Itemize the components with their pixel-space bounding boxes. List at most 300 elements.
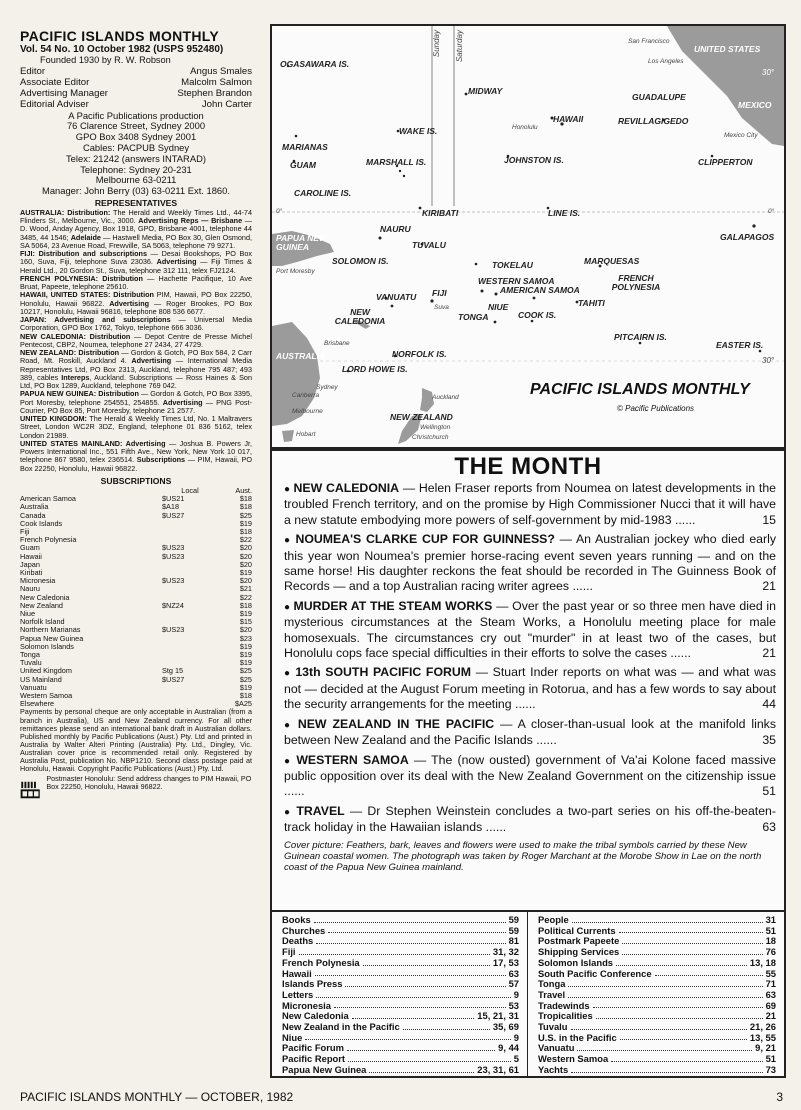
subscription-row <box>20 561 252 569</box>
index-topic: Fiji <box>282 946 296 958</box>
rep-text2: — PNG Post-Courier, PO Box 85, Port Moresby, telephone 21 2577. <box>20 397 252 415</box>
index-pages: 18 <box>765 935 776 947</box>
index-pages: 15, 21, 31 <box>477 1010 519 1022</box>
index-topic: Islands Press <box>282 978 343 990</box>
map-label: Melbourne <box>292 408 323 415</box>
dot-leader: ...... <box>532 733 557 748</box>
map-label: Suva <box>434 304 449 311</box>
sub-aust: $A25 <box>234 699 252 709</box>
rep-text2: — PIM, Hawaii, PO Box 22250, Honolulu, Hawaii 96822. <box>20 455 252 473</box>
bullet-icon: ● <box>284 755 297 767</box>
index-pages: 31 <box>765 914 776 925</box>
map-label: 0° <box>276 208 283 215</box>
story-page: 35 <box>762 733 776 748</box>
sub-country: Australia <box>20 502 49 512</box>
map-label: Brisbane <box>324 340 350 347</box>
rep-head: JAPAN: Advertising and subscriptions <box>20 315 171 325</box>
index-row <box>538 979 776 990</box>
map-label: TUVALU <box>412 240 446 250</box>
index-topic: South Pacific Conference <box>538 967 652 979</box>
dot-leader <box>315 969 506 977</box>
subscription-row <box>20 643 252 651</box>
index-pages: 73 <box>765 1063 776 1075</box>
rep-text: — Gordon & Gotch, PO Box 3395, Port Moresby, telephone 254551, 254855. <box>20 389 252 407</box>
story-headline: TRAVEL <box>296 803 345 818</box>
index-topic: Hawaii <box>282 967 312 979</box>
story-headline: NEW CALEDONIA <box>293 481 400 495</box>
sub-aust: $20 <box>239 551 252 561</box>
map-label: AUSTRALIA <box>276 351 326 361</box>
rep-text: The Herald and Weekly Times Ltd., 44-74 Flinders St., Melbourne, Vic., 3000. <box>20 207 253 226</box>
dot-leader <box>571 1065 762 1073</box>
index-pages: 21, 26 <box>749 1021 776 1033</box>
story-item <box>284 599 776 662</box>
sub-country: Kiribati <box>20 568 43 577</box>
index-pages: 55 <box>765 967 776 979</box>
sub-local <box>162 651 218 659</box>
sub-aust: $20 <box>239 559 252 569</box>
subscription-row <box>20 536 252 544</box>
story-item <box>284 532 776 595</box>
story-page: 21 <box>762 579 776 594</box>
story-item <box>284 804 776 836</box>
map-label: NORFOLK IS. <box>392 349 447 359</box>
map-label: 0° <box>768 208 775 215</box>
map-label: EASTER IS. <box>716 340 764 350</box>
sub-aust: $19 <box>239 658 252 668</box>
sub-aust: $20 <box>239 576 252 586</box>
story-headline: MURDER AT THE STEAM WORKS <box>293 598 493 613</box>
map-label: NEW ZEALAND <box>390 412 453 422</box>
map-label: Wellington <box>420 424 451 431</box>
story-item <box>284 717 776 749</box>
representative-entry <box>20 415 252 440</box>
dot-leader: ...... <box>671 512 696 527</box>
index-pages: 71 <box>765 978 776 990</box>
rep-head2: Advertising Reps — Brisbane <box>138 216 243 226</box>
rep-text: — Joshua B. Powers Jr, Powers International Inc., 551 Fifth Ave., New York, New York 10 017, telephone 867 9580, telex 236514. <box>20 438 252 465</box>
index-pages: 17, 53 <box>492 956 519 968</box>
index-pages: 9, 44 <box>498 1042 519 1054</box>
staff-row <box>20 77 252 88</box>
rep-head: NEW CALEDONIA: Distribution <box>20 331 131 341</box>
map-label: MIDWAY <box>468 86 503 96</box>
index-topic: U.S. in the Pacific <box>538 1031 617 1043</box>
dot-leader <box>572 915 763 923</box>
staff-name: Angus Smales <box>190 65 252 77</box>
map-label: Mexico City <box>724 132 758 139</box>
index-pages: 9 <box>513 1031 519 1043</box>
story-page: 44 <box>762 697 776 712</box>
story-headline: 13th SOUTH PACIFIC FORUM <box>295 665 472 680</box>
sub-aust: $19 <box>239 518 252 528</box>
index-pages: 9, 21 <box>755 1042 776 1054</box>
dot-leader <box>577 1043 752 1051</box>
rep-text: — Hachette Pacifique, 10 Ave Bruat, Papeete, telephone 25610. <box>20 273 252 292</box>
address-line: Manager: John Berry (03) 63-0211 Ext. 1860. <box>42 185 230 197</box>
index-left-column <box>272 912 528 1076</box>
dot-leader <box>620 1033 747 1041</box>
index-topic: People <box>538 914 569 925</box>
representative-entry <box>20 333 252 350</box>
map-label: TOKELAU <box>492 260 533 270</box>
masthead-column <box>20 28 252 805</box>
payment-notes: Payments by personal cheque are only acceptable in Australian (from a branch in Australia), US and New Zealand currency. For all other remittances please send an international bank draft in Australian dollars. Published monthly by Pacific Publications (Aust.) Pty. Ltd and printed in Australia by Walter Alteri Printing (Australia) Pty. Ltd., Dingley, Vic. Australian cover price is recommended retail only. Registered by Australia Post, publication No. NBP1210. Second class postage paid at Honolulu, Hawaii. Copyright Pacific Publications (Aust.) Pty. Ltd. <box>20 707 252 774</box>
map-label: CAROLINE IS. <box>294 188 352 198</box>
subscriptions-table <box>20 487 252 708</box>
dot-leader <box>568 979 762 987</box>
sub-aust: $15 <box>239 617 252 627</box>
index-row <box>282 936 519 947</box>
map-label: NIUE <box>488 302 509 312</box>
index-pages: 31, 32 <box>492 946 519 958</box>
sub-aust: $25 <box>239 666 252 676</box>
rep-text: — Depot Centre de Presse Michel Pentecost, CBP2, Noumea, telephone 27 2434, 27 4729. <box>20 331 252 349</box>
index-pages: 63 <box>508 967 519 979</box>
story-item <box>284 753 776 800</box>
rep-head: UNITED STATES MAINLAND: Advertising <box>20 438 166 448</box>
rep-head3: Intereps <box>61 372 90 382</box>
sub-local <box>162 528 218 536</box>
sub-local <box>162 692 218 700</box>
map-label: HAWAII <box>553 114 584 124</box>
sub-country: American Samoa <box>20 494 76 504</box>
index-topic: Travel <box>538 988 566 1000</box>
sub-country: Micronesia <box>20 576 56 586</box>
map-label: TAHITI <box>578 298 605 308</box>
story-body: — Stuart Inder reports on what was — and what was not — decided at the August Forum meeting in Rotorua, and has a few words to say about the security arrangements for the meeting <box>284 665 776 712</box>
rep-text: — Universal Media Corporation, GPO Box 1762, Tokyo, telephone 666 3036. <box>20 315 252 333</box>
index-topic: Letters <box>282 988 314 1000</box>
map-label: JOHNSTON IS. <box>504 155 564 165</box>
story-page: 63 <box>762 820 776 835</box>
sub-local <box>162 610 218 618</box>
index-topic: Deaths <box>282 935 314 947</box>
dot-leader <box>316 990 511 998</box>
sub-country: Northern Marianas <box>20 625 81 635</box>
index-topic: Tuvalu <box>538 1021 568 1033</box>
index-row <box>282 1022 519 1033</box>
dot-leader <box>328 926 505 934</box>
subscription-row <box>20 676 252 684</box>
map-label: OGASAWARA IS. <box>280 59 350 69</box>
index-topic: New Caledonia <box>282 1010 349 1022</box>
address-line: Melbourne 63-0211 <box>95 174 177 186</box>
rep-text: The Herald & Weekly Times Ltd, No. 1 Maltravers Street, London WC2R 3DZ, England, telephone 01 836 5162, telex London 21989. <box>20 414 252 440</box>
sub-country: New Caledonia <box>20 592 70 602</box>
sub-country: Nauru <box>20 584 40 594</box>
sub-aust: $18 <box>239 526 252 536</box>
index-topic: Yachts <box>538 1063 569 1075</box>
staff-name: John Carter <box>201 98 252 110</box>
sub-aust: $19 <box>239 682 252 692</box>
sub-local: $US23 <box>162 551 185 561</box>
index-topic: Papua New Guinea <box>282 1063 367 1075</box>
subscription-row <box>20 495 252 503</box>
map-label: LORD HOWE IS. <box>342 364 408 374</box>
index-row <box>282 958 519 969</box>
story-body: — Dr Stephen Weinstein concludes a two-part series on his off-the-beaten-track holiday in the Hawaiian islands <box>284 803 776 835</box>
sub-country: United Kingdom <box>20 666 72 676</box>
dot-leader <box>305 1033 510 1041</box>
sub-country: French Polynesia <box>20 535 77 545</box>
dot-leader <box>619 926 763 934</box>
rep-text: PIM, Hawaii, PO Box 22250, Honolulu, Hawaii 96822. <box>20 290 252 308</box>
address-line: Telephone: Sydney 20-231 <box>80 163 192 175</box>
dot-leader <box>345 979 505 987</box>
sub-aust: $22 <box>239 592 252 602</box>
dot-leader <box>655 969 763 977</box>
staff-name: Stephen Brandon <box>177 87 252 99</box>
dot-leader <box>299 947 490 955</box>
dot-leader <box>369 1065 474 1073</box>
map-label: Saturday <box>455 30 464 63</box>
dot-leader <box>352 1011 475 1019</box>
representative-entry <box>20 390 252 415</box>
dot-leader <box>316 936 505 944</box>
index-pages: 57 <box>508 978 519 990</box>
sub-country: Hawaii <box>20 551 42 561</box>
index-pages: 23, 31, 61 <box>477 1063 519 1075</box>
col-local: Local <box>181 485 199 495</box>
dot-leader: ...... <box>667 646 691 661</box>
map-label: MARSHALL IS. <box>366 157 427 167</box>
rep-head2: Advertising <box>156 257 197 267</box>
sub-country: Cook Islands <box>20 518 63 528</box>
map-label: PITCAIRN IS. <box>614 332 667 342</box>
representative-entry <box>20 349 252 390</box>
rep-text3: — Hastwell Media, PO Box 30, Glen Osmond, SA 5064, 23 Avenue Road, Frewville, SA 5063, telephone 79 9271. <box>20 232 252 250</box>
map-label: KIRIBATI <box>422 208 459 218</box>
staff-row <box>20 66 252 77</box>
index-row <box>282 926 519 937</box>
rep-head2: Subscriptions <box>136 455 186 465</box>
map-label: FIJI <box>432 288 447 298</box>
sub-country: Guam <box>20 543 40 553</box>
the-month-title: THE MONTH <box>454 453 602 480</box>
sub-local: $US23 <box>162 543 185 553</box>
founded-line: Founded 1930 by R. W. Robson <box>40 55 171 65</box>
sub-aust: $18 <box>239 502 252 512</box>
representative-entry <box>20 291 252 316</box>
map-label: Christchurch <box>412 434 449 441</box>
subscription-row <box>20 503 252 511</box>
dot-leader <box>568 990 762 998</box>
sub-aust: $22 <box>239 535 252 545</box>
map-label: PAPUA NEW GUINEA <box>276 233 327 252</box>
rep-head: HAWAII, UNITED STATES: Distribution <box>20 290 154 300</box>
subscription-row <box>20 544 252 552</box>
subscriptions-heading: SUBSCRIPTIONS <box>100 475 172 486</box>
map-title: PACIFIC ISLANDS MONTHLY <box>530 381 750 398</box>
representatives-heading: REPRESENTATIVES <box>94 197 178 208</box>
index-pages: 13, 55 <box>749 1031 776 1043</box>
story-headline: NEW ZEALAND IN THE PACIFIC <box>297 716 495 731</box>
postmaster-block <box>20 775 252 805</box>
map-label: Hobart <box>296 431 316 438</box>
rep-head2: Advertising <box>162 397 203 407</box>
sub-aust: $20 <box>239 543 252 553</box>
index-topic: Solomon Islands <box>538 956 614 968</box>
subscription-row <box>20 602 252 610</box>
subscription-row <box>20 520 252 528</box>
index-topic: Niue <box>282 1031 303 1043</box>
index-pages: 51 <box>765 1053 776 1065</box>
map-label: WESTERN SAMOA <box>478 276 555 286</box>
bullet-icon: ● <box>284 484 294 495</box>
dot-leader <box>593 1001 763 1009</box>
representative-entry <box>20 440 252 473</box>
dot-leader <box>363 958 490 966</box>
index-topic: Micronesia <box>282 999 331 1011</box>
sub-aust: $25 <box>239 510 252 520</box>
index-topic: Postmark Papeete <box>538 935 620 947</box>
map-label: Canberra <box>292 392 320 399</box>
rep-head2: Advertising <box>131 356 172 366</box>
subscription-row <box>20 692 252 700</box>
index-row <box>538 1065 776 1076</box>
map-label: MEXICO <box>738 100 772 110</box>
index-topic: Shipping Services <box>538 946 620 958</box>
address-line: 76 Clarence Street, Sydney 2000 <box>66 120 206 132</box>
staff-name: Malcolm Salmon <box>181 76 252 88</box>
sub-aust: $19 <box>239 650 252 660</box>
cover-caption: Cover picture: Feathers, bark, leaves and flowers were used to make the tribal symbols carried by these New Guinean coastal women. The photograph was taken by Roger Marchant at the Morobe Show in Lae on the north coast of the Papua New Guinea mainland. <box>284 839 762 873</box>
sub-aust: $21 <box>239 584 252 594</box>
sub-local: $US21 <box>162 494 185 504</box>
index-topic: Tonga <box>538 978 566 990</box>
address-block <box>20 111 252 197</box>
contents-index <box>270 910 786 1078</box>
map-label: Sydney <box>316 384 338 391</box>
index-pages: 81 <box>508 935 519 947</box>
sub-aust: $23 <box>239 633 252 643</box>
rep-head: NEW ZEALAND: Distribution <box>20 348 120 358</box>
sub-country: Solomon Islands <box>20 641 74 651</box>
index-topic: Tradewinds <box>538 999 590 1011</box>
index-pages: 59 <box>508 924 519 936</box>
map-label: Auckland <box>432 394 459 401</box>
story-page: 51 <box>762 784 776 799</box>
address-line: A Pacific Publications production <box>68 109 204 121</box>
sub-local: $US23 <box>162 625 185 635</box>
dot-leader <box>347 1043 495 1051</box>
sub-local: $US27 <box>162 510 185 520</box>
pacific-map <box>270 24 786 449</box>
index-topic: Pacific Forum <box>282 1042 344 1054</box>
page-number: 3 <box>776 1090 783 1104</box>
map-label: GUADALUPE <box>632 92 686 102</box>
subscription-row <box>20 651 252 659</box>
index-pages: 59 <box>508 914 519 925</box>
map-label: 30° <box>762 356 775 365</box>
rep-text2: — Fiji Times & Herald Ltd., 20 Gordon St., Suva, telephone 312 111, telex FJ2124. <box>20 257 252 275</box>
index-right-column <box>528 912 784 1076</box>
sub-country: Western Samoa <box>20 691 73 701</box>
story-body: — A closer-than-usual look at the manifold links between New Zealand and the Pacific Islands <box>284 716 776 748</box>
story-headline: WESTERN SAMOA <box>296 752 409 767</box>
index-topic: Western Samoa <box>538 1053 609 1065</box>
sub-country: Tuvalu <box>20 658 42 668</box>
subscription-row <box>20 577 252 585</box>
rep-text3: , Auckland. Subscriptions — Ross Haines & Son Ltd, PO Box 1289, Auckland, telephone 769 042. <box>20 372 252 391</box>
sub-country: Canada <box>20 510 46 520</box>
index-topic: Churches <box>282 924 326 936</box>
index-pages: 5 <box>513 1053 519 1065</box>
map-label: WAKE IS. <box>399 126 438 136</box>
sub-local <box>162 561 218 569</box>
story-page: 15 <box>762 512 776 527</box>
rep-text2: — D. Wood, Anday Agency, Box 1918, GPO, Brisbane 4001, telephone 44 3485, 44 1546; <box>20 216 253 242</box>
staff-row <box>20 99 252 110</box>
sub-aust: $19 <box>239 641 252 651</box>
map-label: Port Moresby <box>276 268 315 275</box>
rep-text: — Gordon & Gotch, PO Box 584, 2 Carr Road, Mt. Roskill, Auckland 4. <box>20 348 252 366</box>
dot-leader <box>403 1022 490 1030</box>
dot-leader: ...... <box>482 820 507 835</box>
story-body: — Helen Fraser reports from Noumea on latest developments in the troubled French territory, and on the promise by High Commissioner Nucci that it will have a new statute embodying more powers of self-government by mid-1983 <box>284 481 776 527</box>
sub-local: Stg 15 <box>162 666 184 676</box>
staff-list <box>20 66 252 110</box>
sub-local <box>162 520 218 528</box>
map-label: COOK IS. <box>518 310 557 320</box>
index-topic: New Zealand in the Pacific <box>282 1021 400 1033</box>
sub-aust: $18 <box>239 600 252 610</box>
address-line: Telex: 21242 (answers INTARAD) <box>66 152 206 164</box>
representative-entry <box>20 275 252 292</box>
story-body: — The (now ousted) government of Va'ai Kolone faced massive public opposition over its deal with the New Zealand Government on the citizenship issue <box>284 752 776 783</box>
staff-row <box>20 88 252 99</box>
rep-head2: Advertising <box>109 298 150 308</box>
representatives-list <box>20 209 252 473</box>
sub-country: Tonga <box>20 650 40 660</box>
map-label: REVILLAGIGEDO <box>618 116 689 126</box>
address-line: GPO Box 3408 Sydney 2001 <box>75 131 197 143</box>
map-label: NAURU <box>380 224 411 234</box>
index-row <box>538 969 776 980</box>
rep-text: — Desai Bookshops, PO Box 160, Suva, Fiji, telephone Suva 23036. <box>20 249 252 267</box>
dot-leader: ...... <box>569 579 593 594</box>
dot-leader: ...... <box>284 784 305 799</box>
sub-country: Norfolk Island <box>20 617 65 627</box>
sub-aust: $25 <box>239 674 252 684</box>
sub-country: Papua New Guinea <box>20 633 84 643</box>
sub-aust: $18 <box>239 494 252 504</box>
index-pages: 35, 69 <box>492 1021 519 1033</box>
map-label: CLIPPERTON <box>698 157 753 167</box>
sub-local: $US27 <box>162 674 185 684</box>
map-label: FRENCH POLYNESIA <box>611 273 661 292</box>
sub-country: Japan <box>20 559 40 569</box>
rep-text2: — Roger Brookes, PO Box 10217, Honolulu, Hawaii 96816, telephone 808 536 6677. <box>20 298 253 316</box>
index-pages: 63 <box>765 988 776 1000</box>
dot-leader <box>622 936 762 944</box>
index-pages: 51 <box>765 924 776 936</box>
index-pages: 76 <box>765 946 776 958</box>
bullet-icon: ● <box>284 719 298 731</box>
index-topic: Political Currents <box>538 924 616 936</box>
index-topic: Pacific Report <box>282 1053 346 1065</box>
bullet-icon: ● <box>284 535 296 547</box>
representative-entry <box>20 209 252 250</box>
rep-head: AUSTRALIA: Distribution: <box>20 207 111 217</box>
map-label: AMERICAN SAMOA <box>500 285 580 295</box>
subscription-row <box>20 553 252 561</box>
rep-head3: Adelaide <box>70 232 101 242</box>
sub-local: $A18 <box>162 502 180 512</box>
sub-local <box>162 684 218 692</box>
map-label: VANUATU <box>376 292 417 302</box>
